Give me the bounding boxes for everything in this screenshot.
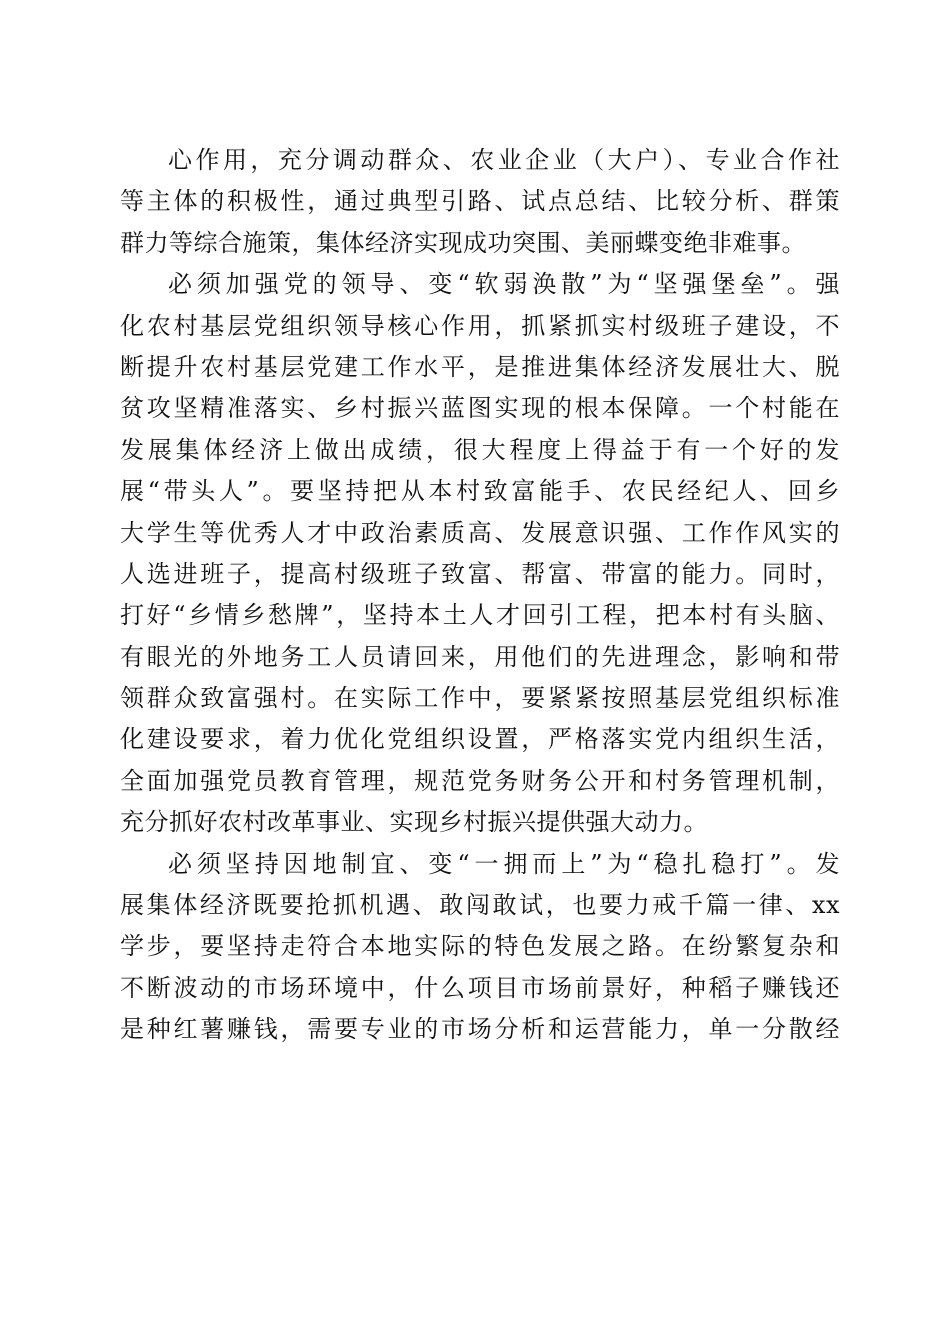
text-line: 必须加强党的领导、变“软弱涣散”为“坚强堡垒”。强 <box>168 270 840 299</box>
text-line: 化建设要求，着力优化党组织设置，严格落实党内组织生活， <box>120 725 840 754</box>
text-line: 展“带头人”。要坚持把从本村致富能手、农民经纪人、回乡 <box>120 477 840 506</box>
text-line: 全面加强党员教育管理，规范党务财务公开和村务管理机制， <box>120 766 840 795</box>
text-line: 打好“乡情乡愁牌”，坚持本土人才回引工程，把本村有头脑、 <box>120 601 840 630</box>
text-line: 有眼光的外地务工人员请回来，用他们的先进理念，影响和带 <box>120 642 840 671</box>
text-line: 化农村基层党组织领导核心作用，抓紧抓实村级班子建设，不 <box>120 311 840 340</box>
text-line: 学步，要坚持走符合本地实际的特色发展之路。在纷繁复杂和 <box>120 932 840 961</box>
text-line: 心作用，充分调动群众、农业企业（大户）、专业合作社 <box>168 146 840 174</box>
text-line: 是种红薯赚钱，需要专业的市场分析和运营能力，单一分散经 <box>120 1015 840 1044</box>
text-line: 贫攻坚精准落实、乡村振兴蓝图实现的根本保障。一个村能在 <box>120 394 840 423</box>
document-body <box>120 140 840 1051</box>
text-line: 大学生等优秀人才中政治素质高、发展意识强、工作作风实的 <box>120 518 840 547</box>
text-line: 发展集体经济上做出成绩，很大程度上得益于有一个好的发 <box>120 435 840 464</box>
text-line: 展集体经济既要抢抓机遇、敢闯敢试，也要力戒千篇一律、xx <box>120 891 840 920</box>
text-line: 不断波动的市场环境中，什么项目市场前景好，种稻子赚钱还 <box>120 973 840 1002</box>
text-line: 领群众致富强村。在实际工作中，要紧紧按照基层党组织标准 <box>120 684 840 713</box>
text-line: 断提升农村基层党建工作水平，是推进集体经济发展壮大、脱 <box>120 352 840 381</box>
text-line: 等主体的积极性，通过典型引路、试点总结、比较分析、群策 <box>120 187 840 216</box>
text-line: 群力等综合施策，集体经济实现成功突围、美丽蝶变绝非难事。 <box>120 228 806 257</box>
text-line: 必须坚持因地制宜、变“一拥而上”为“稳扎稳打”。发 <box>168 849 840 878</box>
text-line: 人选进班子，提高村级班子致富、帮富、带富的能力。同时， <box>120 559 840 588</box>
text-line: 充分抓好农村改革事业、实现乡村振兴提供强大动力。 <box>120 808 708 837</box>
